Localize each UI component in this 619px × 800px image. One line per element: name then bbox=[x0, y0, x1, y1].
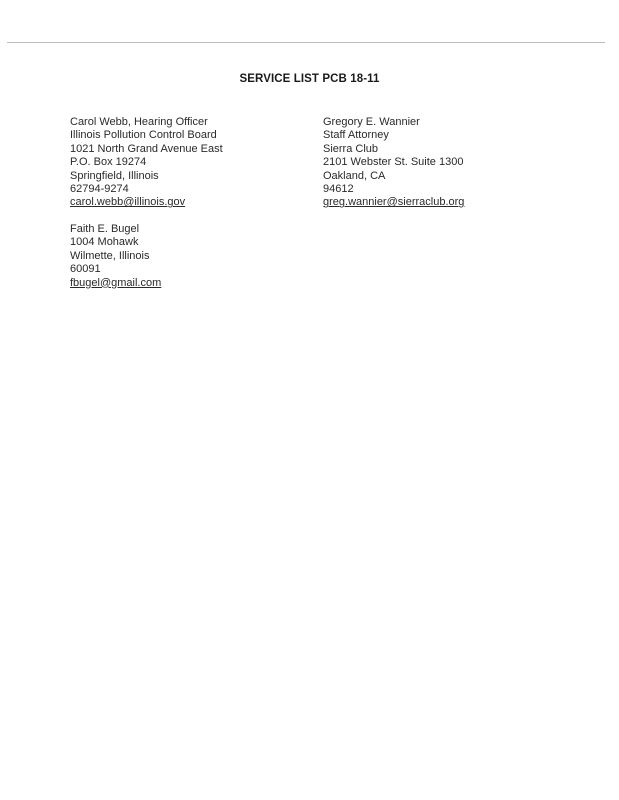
contact-role: Staff Attorney bbox=[323, 129, 389, 142]
contact-name: Carol Webb, Hearing Officer bbox=[70, 116, 208, 128]
contact-city: Wilmette, Illinois bbox=[70, 249, 150, 262]
contact-organization: Sierra Club bbox=[323, 142, 379, 155]
contact-zip: 60091 bbox=[70, 263, 101, 276]
contact-street: 1021 North Grand Avenue East bbox=[70, 142, 223, 155]
page-title: SERVICE LIST PCB 18-11 bbox=[239, 73, 380, 85]
contact-street: 1004 Mohawk bbox=[70, 236, 139, 249]
contact-street: 2101 Webster St. Suite 1300 bbox=[323, 156, 464, 169]
contact-gregory-wannier bbox=[323, 116, 464, 210]
contact-organization: Illinois Pollution Control Board bbox=[70, 129, 217, 142]
contact-zip: 62794-9274 bbox=[70, 183, 129, 196]
contact-carol-webb bbox=[70, 116, 223, 210]
header-rule bbox=[7, 42, 605, 43]
contact-city: Oakland, CA bbox=[323, 169, 386, 182]
contact-name: Gregory E. Wannier bbox=[323, 116, 420, 128]
contact-po-box: P.O. Box 19274 bbox=[70, 156, 147, 169]
contact-email-link[interactable]: carol.webb@illinois.gov bbox=[70, 196, 186, 209]
contact-email-link[interactable]: greg.wannier@sierraclub.org bbox=[323, 196, 465, 209]
contact-name: Faith E. Bugel bbox=[70, 223, 140, 235]
contact-city: Springfield, Illinois bbox=[70, 169, 159, 182]
contact-email-link[interactable]: fbugel@gmail.com bbox=[70, 276, 162, 289]
contact-zip: 94612 bbox=[323, 183, 354, 196]
contact-faith-bugel bbox=[70, 223, 161, 290]
